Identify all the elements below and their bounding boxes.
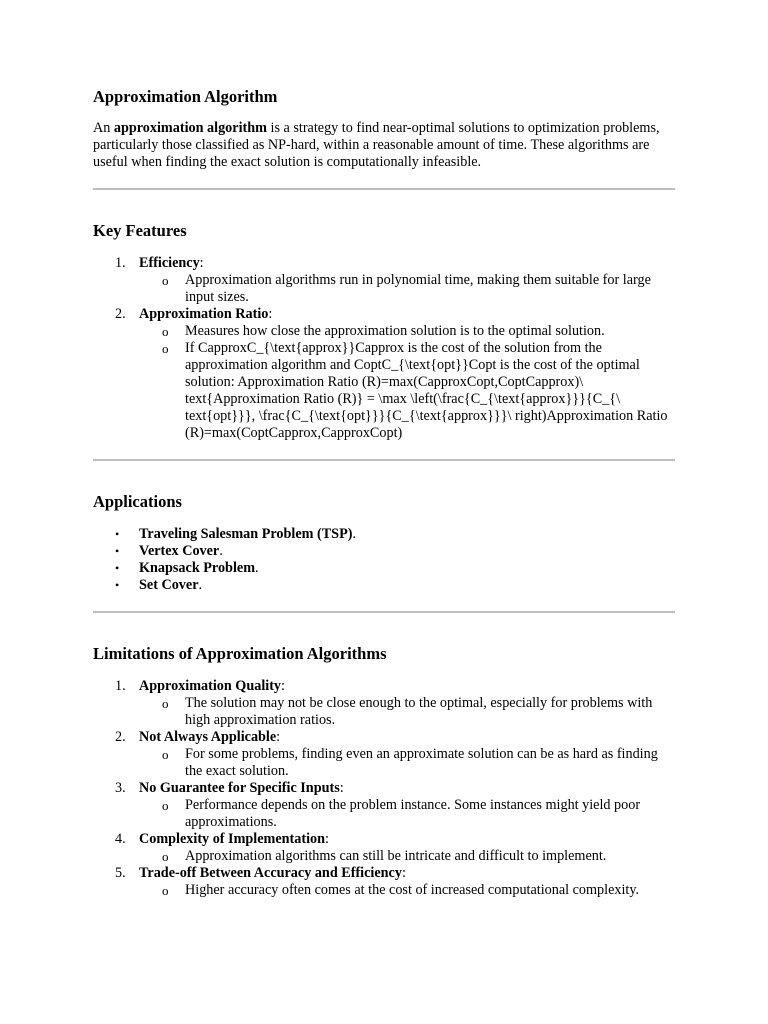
- list-number: 2.: [115, 729, 126, 745]
- sub-item: [93, 340, 675, 442]
- divider-1: [93, 188, 675, 190]
- circle-bullet-icon: o: [162, 341, 169, 356]
- limitation-label: Trade-off Between Accuracy and Efficiency: [139, 865, 402, 881]
- key-features-list: [93, 255, 675, 442]
- sub-item: [93, 746, 675, 780]
- list-item: • Knapsack Problem.: [115, 560, 259, 576]
- list-item: • Set Cover.: [115, 577, 203, 593]
- list-number: 4.: [115, 831, 126, 847]
- list-number: 3.: [115, 780, 126, 796]
- sub-item-text: Approximation algorithms can still be intricate and difficult to implement.: [185, 848, 607, 864]
- sub-item-text: Approximation algorithms run in polynomial time, making them suitable for large input sizes.: [185, 272, 651, 305]
- sub-item-text: For some problems, finding even an approximate solution can be as hard as finding the exact solution.: [185, 746, 658, 779]
- circle-bullet-icon: o: [162, 273, 169, 288]
- sub-item: [93, 797, 675, 831]
- list-item: 2. Not Always Applicable: o For some problems, finding even an approximate solution can be as hard as finding the exact solution.: [93, 729, 675, 780]
- sub-list: [139, 272, 675, 306]
- sub-list: [139, 797, 675, 831]
- bullet-icon: •: [115, 544, 120, 558]
- feature-label: Efficiency: [139, 255, 200, 271]
- sub-list: [139, 746, 675, 780]
- application-label: Traveling Salesman Problem (TSP): [139, 526, 353, 542]
- list-number: 1.: [115, 255, 126, 271]
- list-item: • Vertex Cover.: [115, 543, 223, 559]
- sub-item-text: Higher accuracy often comes at the cost of increased computational complexity.: [185, 882, 640, 898]
- sub-list: [139, 695, 675, 729]
- list-item: 2. Approximation Ratio: o Measures how close the approximation solution is to the optimal solution. o If CapproxC_{\text{approx}}Capprox is the cost of the solution from the approximation algorithm and CoptC_{\text{opt}}Copt is the cost of the optimal solution: Approximation Ratio (R)=max(CapproxCopt,CoptCapprox)\ text{Approximation Ratio (R)} = \max \left(\frac{C_{\text{approx}}}{C_{\ text{opt}}}, \frac{C_{\text{opt}}}{C_{\text{approx}}}\ right)Approximation Ratio (R)=max(CoptCapprox,CapproxCopt): [93, 306, 675, 442]
- sub-item-text: The solution may not be close enough to the optimal, especially for problems with high approximation ratios.: [185, 695, 653, 728]
- sub-item-text: Performance depends on the problem instance. Some instances might yield poor approximations.: [185, 797, 641, 830]
- list-number: 5.: [115, 865, 126, 881]
- limitation-label: Not Always Applicable: [139, 729, 277, 745]
- divider-2: [93, 459, 675, 461]
- sub-item-text: If CapproxC_{\text{approx}}Capprox is the cost of the solution from the approximation algorithm and CoptC_{\text{opt}}Copt is the cost of the optimal solution: Approximation Ratio (R)=max(CapproxCopt,CoptCapprox)\ text{Approximation Ratio (R)} = \max \left(\frac{C_{\text{approx}}}{C_{\ text{opt}}}, \frac{C_{\text{opt}}}{C_{\text{approx}}}\ right)Approximation Ratio (R)=max(CoptCapprox,CapproxCopt): [185, 340, 668, 441]
- limitation-label: Approximation Quality: [139, 678, 282, 694]
- sub-list: [139, 882, 675, 899]
- circle-bullet-icon: o: [162, 747, 169, 762]
- list-item: 3. No Guarantee for Specific Inputs: o Performance depends on the problem instance. Some instances might yield poor approximations.: [93, 780, 675, 831]
- divider-3: [93, 611, 675, 613]
- bullet-icon: •: [115, 561, 120, 575]
- intro-rest: is a strategy to find near-optimal solutions to optimization problems, particularly those classified as NP-hard, within a reasonable amount of time. These algorithms are useful when finding the exact solution is computationally infeasible.: [93, 120, 660, 170]
- circle-bullet-icon: o: [162, 849, 169, 864]
- list-number: 2.: [115, 306, 126, 322]
- application-label: Vertex Cover: [139, 543, 220, 559]
- list-number: 1.: [115, 678, 126, 694]
- bullet-icon: •: [115, 527, 120, 541]
- list-item: 1. Efficiency: o Approximation algorithms run in polynomial time, making them suitable for large input sizes.: [93, 255, 675, 306]
- section-title-limitations: Limitations of Approximation Algorithms: [93, 644, 387, 663]
- sub-item: [93, 848, 675, 865]
- application-label: Knapsack Problem: [139, 560, 256, 576]
- section-title-approximation-algorithm: Approximation Algorithm: [93, 87, 278, 106]
- limitations-list: [93, 678, 675, 899]
- section-title-key-features: Key Features: [93, 221, 187, 240]
- circle-bullet-icon: o: [162, 696, 169, 711]
- list-item: 5. Trade-off Between Accuracy and Efficiency: o Higher accuracy often comes at the cost of increased computational complexity.: [93, 865, 675, 899]
- circle-bullet-icon: o: [162, 798, 169, 813]
- intro-paragraph: [93, 120, 675, 171]
- bullet-icon: •: [115, 578, 120, 592]
- sub-list: [139, 323, 675, 442]
- limitation-label: No Guarantee for Specific Inputs: [139, 780, 340, 796]
- applications-list: [93, 526, 675, 594]
- application-label: Set Cover: [139, 577, 199, 593]
- intro-bold-term: approximation algorithm: [113, 120, 267, 136]
- list-item: 1. Approximation Quality: o The solution may not be close enough to the optimal, especially for problems with high approximation ratios.: [93, 678, 675, 729]
- list-item: 4. Complexity of Implementation: o Approximation algorithms can still be intricate and difficult to implement.: [93, 831, 675, 865]
- section-title-applications: Applications: [93, 492, 182, 511]
- sub-item: [93, 882, 675, 899]
- circle-bullet-icon: o: [162, 324, 169, 339]
- limitation-label: Complexity of Implementation: [139, 831, 325, 847]
- sub-item-text: Measures how close the approximation solution is to the optimal solution.: [185, 323, 605, 339]
- list-item: • Traveling Salesman Problem (TSP).: [115, 526, 357, 542]
- intro-prefix: An: [93, 120, 114, 136]
- circle-bullet-icon: o: [162, 883, 169, 898]
- feature-label: Approximation Ratio: [139, 306, 269, 322]
- sub-list: [139, 848, 675, 865]
- sub-item: [93, 323, 675, 340]
- sub-item: [93, 695, 675, 729]
- sub-item: [93, 272, 675, 306]
